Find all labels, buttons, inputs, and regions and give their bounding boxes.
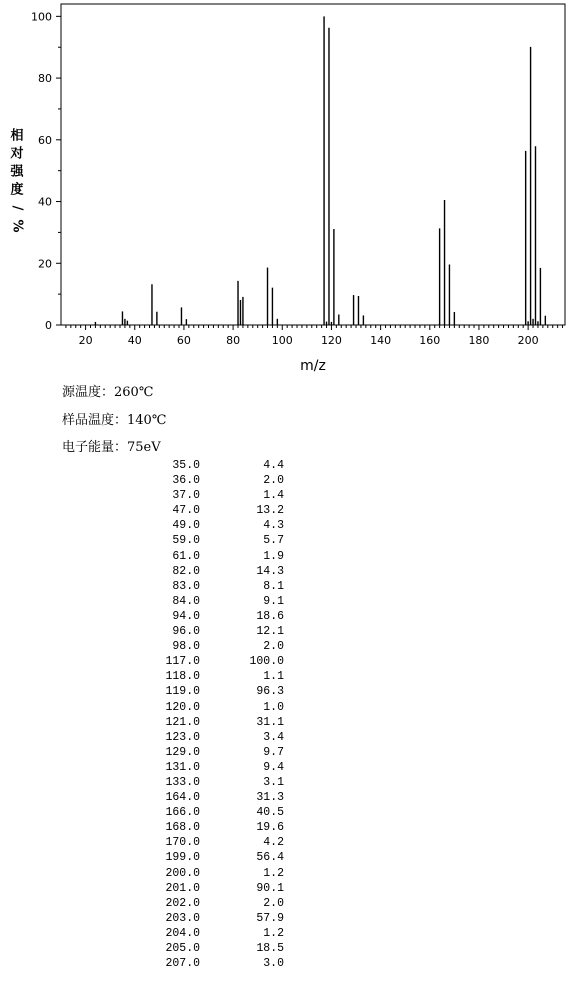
intensity-value: 4.2	[263, 836, 284, 850]
mz-value: 49.0	[172, 519, 200, 533]
x-tick-label: 140	[370, 334, 392, 347]
table-row	[140, 503, 284, 518]
y-axis-label-char: 度	[10, 182, 24, 198]
mz-value: 168.0	[165, 821, 200, 835]
mz-value: 200.0	[165, 866, 200, 880]
intensity-value: 9.7	[263, 745, 284, 759]
intensity-value: 2.0	[263, 474, 284, 488]
table-row	[140, 473, 284, 488]
intensity-value: 8.1	[263, 579, 284, 593]
table-row	[140, 805, 284, 820]
table-row	[140, 624, 284, 639]
x-tick-label: 120	[320, 334, 342, 347]
mz-value: 120.0	[165, 700, 200, 714]
table-row	[140, 458, 284, 473]
y-axis-label	[9, 128, 24, 233]
mz-value: 133.0	[165, 775, 200, 789]
x-tick-label: 40	[127, 334, 142, 347]
intensity-value: 18.5	[256, 942, 284, 955]
intensity-value: 9.4	[263, 760, 284, 774]
mz-value: 166.0	[165, 806, 200, 820]
intensity-value: 1.2	[263, 866, 284, 880]
mz-value: 59.0	[172, 534, 200, 548]
mz-value: 203.0	[165, 911, 200, 925]
y-axis-label-char: 强	[10, 164, 24, 180]
table-row	[140, 820, 284, 835]
intensity-value: 31.1	[256, 715, 284, 729]
mz-value: 199.0	[165, 851, 200, 865]
x-axis-label: m/z	[300, 358, 326, 374]
intensity-value: 5.7	[263, 534, 284, 548]
y-axis-label-char: %	[9, 219, 25, 233]
table-row	[140, 850, 284, 865]
intensity-value: 1.4	[263, 489, 284, 503]
mz-value: 207.0	[165, 957, 200, 971]
intensity-value: 2.0	[263, 640, 284, 654]
y-axis-label-char: 对	[10, 146, 24, 162]
table-row	[140, 609, 284, 624]
intensity-value: 2.0	[263, 896, 284, 910]
table-row	[140, 700, 284, 715]
mz-value: 36.0	[172, 474, 200, 488]
mz-value: 119.0	[165, 685, 200, 699]
mz-value: 35.0	[172, 459, 200, 472]
table-row	[140, 488, 284, 503]
intensity-value: 12.1	[256, 625, 284, 639]
y-axis-label-char: /	[9, 205, 25, 211]
intensity-value: 1.2	[263, 926, 284, 940]
x-tick-label: 100	[271, 334, 293, 347]
y-tick-label: 40	[38, 195, 52, 209]
y-tick-label: 100	[31, 10, 52, 24]
table-row	[140, 881, 284, 896]
mz-value: 82.0	[172, 564, 200, 578]
source-temperature: 源温度：260℃	[62, 385, 154, 400]
x-tick-label: 20	[78, 334, 93, 347]
table-row	[140, 639, 284, 654]
mz-value: 204.0	[165, 926, 200, 940]
intensity-value: 1.0	[263, 700, 284, 714]
intensity-value: 1.9	[263, 549, 284, 563]
table-row	[140, 654, 284, 669]
x-axis-ticks	[66, 325, 563, 347]
mz-value: 96.0	[172, 625, 200, 639]
spectrum-peaks	[95, 16, 545, 325]
table-row	[140, 760, 284, 775]
intensity-value: 1.1	[263, 670, 284, 684]
table-row	[140, 564, 284, 579]
table-row	[140, 835, 284, 850]
intensity-value: 3.4	[263, 730, 284, 744]
intensity-value: 4.3	[263, 519, 284, 533]
intensity-value: 18.6	[256, 609, 284, 623]
table-row	[140, 866, 284, 881]
mz-value: 164.0	[165, 791, 200, 805]
mz-value: 83.0	[172, 579, 200, 593]
mz-value: 121.0	[165, 715, 200, 729]
y-axis-label-char: 相	[10, 128, 24, 144]
table-row	[140, 941, 284, 956]
sample-temperature: 样品温度：140℃	[62, 413, 167, 428]
table-row	[140, 518, 284, 533]
intensity-value: 9.1	[263, 594, 284, 608]
mz-value: 117.0	[165, 655, 200, 669]
table-row	[140, 745, 284, 760]
mz-value: 170.0	[165, 836, 200, 850]
mz-value: 47.0	[172, 504, 200, 518]
x-tick-label: 80	[226, 334, 241, 347]
x-tick-label: 180	[468, 334, 490, 347]
table-row	[140, 896, 284, 911]
mz-value: 202.0	[165, 896, 200, 910]
table-row	[140, 669, 284, 684]
table-row	[140, 684, 284, 699]
mz-value: 131.0	[165, 760, 200, 774]
mz-value: 37.0	[172, 489, 200, 503]
plot-frame	[61, 4, 565, 325]
intensity-value: 13.2	[256, 504, 284, 518]
mz-value: 61.0	[172, 549, 200, 563]
y-axis-ticks	[31, 10, 61, 332]
intensity-value: 57.9	[256, 911, 284, 925]
mz-value: 84.0	[172, 594, 200, 608]
intensity-value: 3.0	[263, 957, 284, 971]
table-row	[140, 549, 284, 564]
peak-table	[140, 458, 284, 971]
table-row	[140, 730, 284, 745]
intensity-value: 100.0	[249, 655, 284, 669]
mass-spectrum-chart	[0, 0, 570, 378]
table-row	[140, 594, 284, 609]
intensity-value: 14.3	[256, 564, 284, 578]
mz-value: 94.0	[172, 609, 200, 623]
mz-value: 118.0	[165, 670, 200, 684]
intensity-value: 4.4	[263, 459, 284, 472]
table-row	[140, 911, 284, 926]
y-tick-label: 60	[38, 133, 52, 147]
mz-value: 205.0	[165, 942, 200, 955]
y-tick-label: 0	[45, 319, 52, 332]
x-tick-label: 200	[517, 334, 539, 347]
intensity-value: 90.1	[256, 881, 284, 895]
table-row	[140, 956, 284, 971]
mz-value: 129.0	[165, 745, 200, 759]
mz-value: 98.0	[172, 640, 200, 654]
y-tick-label: 20	[38, 257, 52, 271]
table-row	[140, 579, 284, 594]
mz-value: 123.0	[165, 730, 200, 744]
table-row	[140, 533, 284, 548]
table-row	[140, 926, 284, 941]
intensity-value: 19.6	[256, 821, 284, 835]
intensity-value: 3.1	[263, 775, 284, 789]
table-row	[140, 775, 284, 790]
table-row	[140, 715, 284, 730]
intensity-value: 31.3	[256, 791, 284, 805]
electron-energy: 电子能量：75eV	[62, 440, 161, 455]
mz-value: 201.0	[165, 881, 200, 895]
x-tick-label: 60	[176, 334, 191, 347]
x-tick-label: 160	[419, 334, 441, 347]
intensity-value: 40.5	[256, 806, 284, 820]
intensity-value: 56.4	[256, 851, 284, 865]
table-row	[140, 790, 284, 805]
intensity-value: 96.3	[256, 685, 284, 699]
y-tick-label: 80	[38, 72, 52, 86]
